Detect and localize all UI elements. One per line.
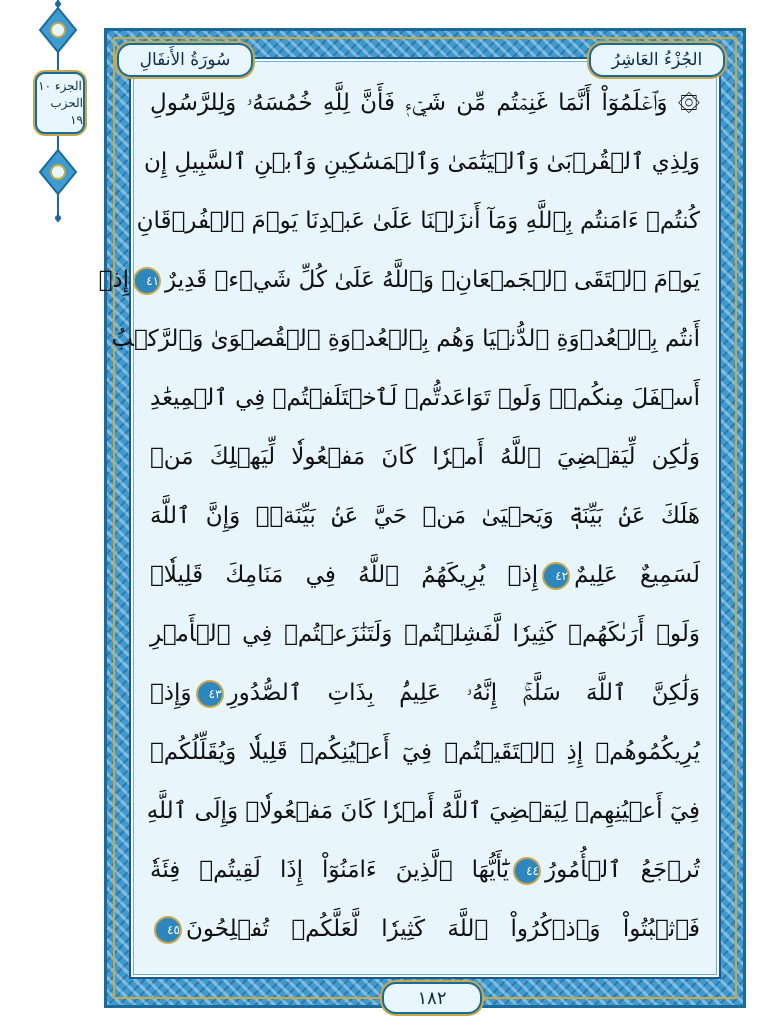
line-text: وَلِذِي ٱلۡقُرۡبَىٰ وَٱلۡيَتَٰمَىٰ وَٱلۡمَسَٰكِينِ وَٱبۡنِ ٱلسَّبِيلِ إِن <box>143 149 700 175</box>
text-line-8 <box>150 491 700 541</box>
line-text: إِذۡ <box>98 267 130 293</box>
text-line-1 <box>150 78 700 128</box>
text-line-13 <box>146 786 700 836</box>
text-line-5 <box>111 314 700 364</box>
text-line-14 <box>150 845 700 895</box>
line-text: إِذۡ يُرِيكَهُمُ ٱللَّهُ فِي مَنَامِكَ قَلِيلٗاۖ <box>150 562 539 588</box>
line-text: وَلَٰكِنَّ ٱللَّهَ سَلَّمَۚ إِنَّهُۥ عَلِيمُۢ بِذَاتِ ٱلصُّدُورِ <box>227 680 700 706</box>
juz-label: الجزء ١٠ <box>38 78 82 93</box>
ayah-41-marker: ٤١ <box>133 267 161 295</box>
text-line-3 <box>136 196 700 246</box>
text-line-10 <box>150 609 700 659</box>
juz-hizb-marker <box>35 72 85 134</box>
juz-title: الجُزْءُ العَاشِرُ <box>589 43 725 77</box>
line-text: وَإِذۡ <box>150 680 192 706</box>
text-line-4 <box>98 255 700 305</box>
line-text: لَسَمِيعٌ عَلِيمٌ <box>574 562 700 588</box>
text-line-7 <box>150 432 700 482</box>
line-text: تُرۡجَعُ ٱلۡأُمُورُ <box>545 857 700 883</box>
ayah-42-marker: ٤٢ <box>542 562 570 590</box>
line-text: كُنتُمۡ ءَامَنتُم بِٱللَّهِ وَمَآ أَنزَلۡنَا عَلَىٰ عَبۡدِنَا يَوۡمَ ٱلۡفُرۡقَانِ <box>136 208 700 234</box>
ayah-44-marker: ٤٤ <box>513 857 541 885</box>
line-text: وَلَوۡ أَرَىٰكَهُمۡ كَثِيرٗا لَّفَشِلۡتُمۡ وَلَتَنَٰزَعۡتُمۡ فِي ٱلۡأَمۡرِ <box>150 621 700 647</box>
text-line-11 <box>150 668 700 718</box>
page-number: ١٨٢ <box>382 982 482 1014</box>
text-line-9 <box>150 550 700 600</box>
line-text: يُرِيكُمُوهُمۡ إِذِ ٱلۡتَقَيۡتُمۡ فِيٓ أَعۡيُنِكُمۡ قَلِيلٗا وَيُقَلِّلُكُمۡ <box>150 739 700 765</box>
ayah-45-marker: ٤٥ <box>154 916 182 944</box>
line-text: فَٱثۡبُتُواْ وَٱذۡكُرُواْ ٱللَّهَ كَثِيرٗا لَّعَلَّكُمۡ تُفۡلِحُونَ <box>186 916 700 942</box>
line-text: فِيٓ أَعۡيُنِهِمۡ لِيَقۡضِيَ ٱللَّهُ أَمۡرٗا كَانَ مَفۡعُولٗاۗ وَإِلَى ٱللَّهِ <box>146 798 700 824</box>
text-line-15 <box>150 904 700 954</box>
line-text: أَسۡفَلَ مِنكُمۡۚ وَلَوۡ تَوَاعَدتُّمۡ لَٱخۡتَلَفۡتُمۡ فِي ٱلۡمِيعَٰدِ <box>150 385 700 411</box>
line-text: وَلَٰكِن لِّيَقۡضِيَ ٱللَّهُ أَمۡرٗا كَانَ مَفۡعُولٗا لِّيَهۡلِكَ مَنۡ <box>150 444 700 470</box>
ayah-43-marker: ٤٣ <box>196 680 224 708</box>
line-text: ۞ وَٱعۡلَمُوٓاْ أَنَّمَا غَنِمۡتُم مِّن شَيۡءٖ فَأَنَّ لِلَّهِ خُمُسَهُۥ وَلِلرَّسُولِ <box>150 90 700 116</box>
text-line-12 <box>150 727 700 777</box>
hizb-label: الحزب ١٩ <box>50 95 83 127</box>
surah-title: سُورَةُ الأَنفَالِ <box>117 43 253 77</box>
line-text: أَنتُم بِٱلۡعُدۡوَةِ ٱلدُّنۡيَا وَهُم بِٱلۡعُدۡوَةِ ٱلۡقُصۡوَىٰ وَٱلرَّكۡبُ <box>111 326 700 352</box>
line-text: يَٰٓأَيُّهَا ٱلَّذِينَ ءَامَنُوٓاْ إِذَا لَقِيتُمۡ فِئَةٗ <box>150 857 509 883</box>
text-line-2 <box>143 137 700 187</box>
line-text: هَلَكَ عَنۢ بَيِّنَةٖ وَيَحۡيَىٰ مَنۡ حَيَّ عَنۢ بَيِّنَةٖۗ وَإِنَّ ٱللَّهَ <box>150 503 700 529</box>
quran-text <box>98 78 700 958</box>
line-text: يَوۡمَ ٱلۡتَقَى ٱلۡجَمۡعَانِۗ وَٱللَّهُ عَلَىٰ كُلِّ شَيۡءٖ قَدِيرٌ <box>165 267 700 293</box>
text-line-6 <box>150 373 700 423</box>
